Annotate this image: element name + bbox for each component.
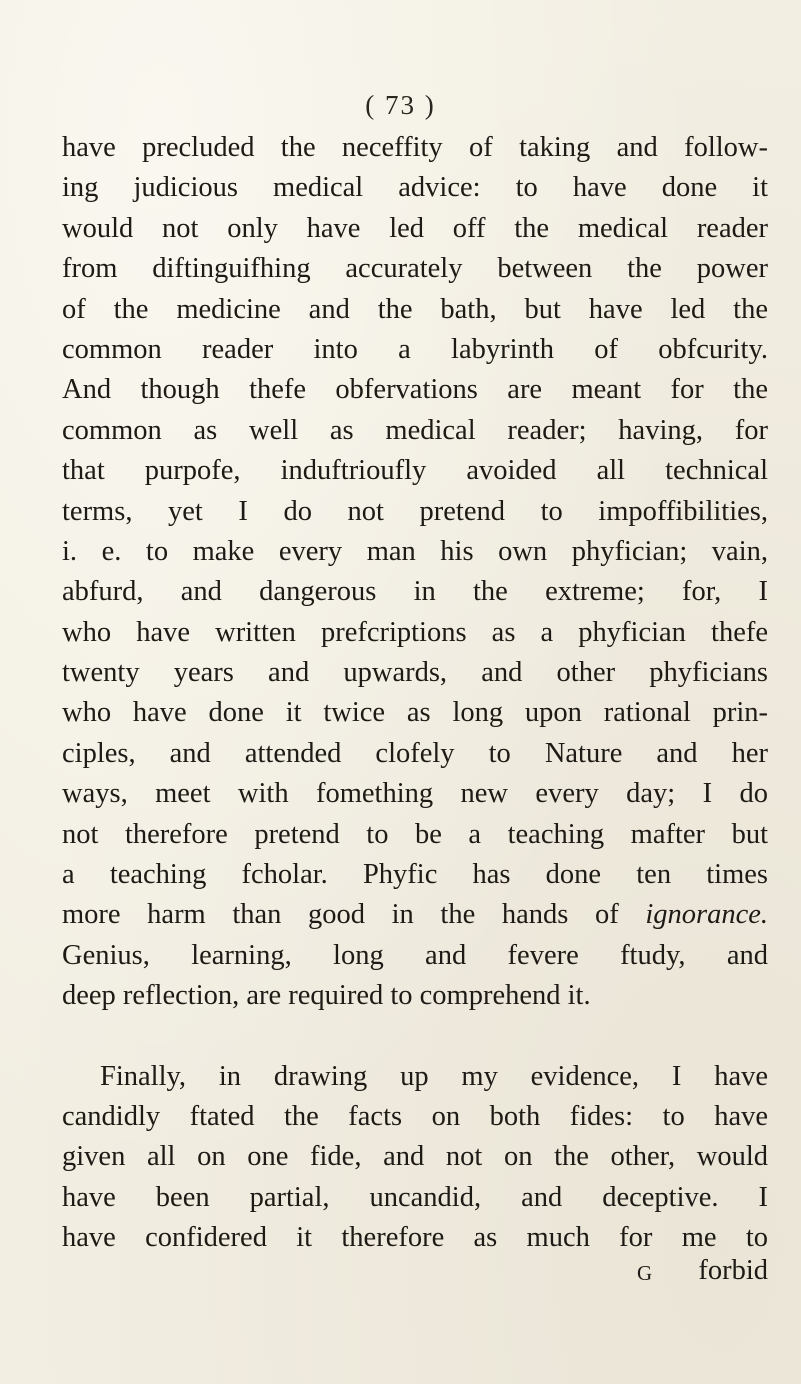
text-line (62, 895, 768, 935)
text-line: have been partial, uncandid, and deceptive. I (62, 1181, 768, 1213)
text-line: of the medicine and the bath, but have led the (62, 293, 768, 325)
text-line: who have done it twice as long upon rational prin- (62, 697, 768, 729)
paragraph-gap (62, 1017, 768, 1057)
text-line: Genius, learning, long and fevere ftudy, and (62, 939, 768, 971)
text-line: abfurd, and dangerous in the extreme; for, I (62, 576, 768, 608)
text-line: terms, yet I do not pretend to impoffibilities, (62, 495, 768, 527)
text-line: not therefore pretend to be a teaching mafter but (62, 818, 768, 850)
catchword: forbid (698, 1255, 768, 1286)
italic-word: ignorance. (645, 899, 768, 931)
text-line: twenty years and upwards, and other phyficians (62, 657, 768, 689)
text-line: common reader into a labyrinth of obfcurity. (62, 333, 768, 365)
text-line: who have written prefcriptions as a phyfician thefe (62, 616, 768, 648)
text-line: ciples, and attended clofely to Nature and her (62, 737, 768, 769)
text-line: candidly ftated the facts on both fides: to have (62, 1100, 768, 1132)
text-line: a teaching fcholar. Phyfic has done ten times (62, 859, 768, 891)
text-line: i. e. to make every man his own phyfician; vain, (62, 535, 768, 567)
text-line: from diftinguifhing accurately between the power (62, 253, 768, 285)
text-line: common as well as medical reader; having, for (62, 414, 768, 446)
text-line: And though thefe obfervations are meant for the (62, 374, 768, 406)
text-line: ing judicious medical advice: to have done it (62, 172, 768, 204)
body-text (62, 128, 768, 1259)
text-segment: more harm than good in the hands of (62, 899, 646, 931)
text-line: have precluded the neceffity of taking and follow- (62, 132, 768, 163)
signature-mark: G (637, 1261, 653, 1285)
text-line: Finally, in drawing up my evidence, I have (100, 1060, 768, 1092)
text-line: deep reflection, are required to comprehend it. (62, 980, 591, 1012)
text-line: given all on one fide, and not on the other, would (62, 1141, 768, 1173)
text-line: have confidered it therefore as much for me to (62, 1222, 768, 1254)
text-line: ways, meet with fomething new every day; I do (62, 778, 768, 810)
page-number-header: ( 73 ) (365, 90, 436, 120)
text-line: would not only have led off the medical reader (62, 212, 768, 244)
text-line: that purpofe, induftrioufly avoided all technical (62, 455, 768, 487)
